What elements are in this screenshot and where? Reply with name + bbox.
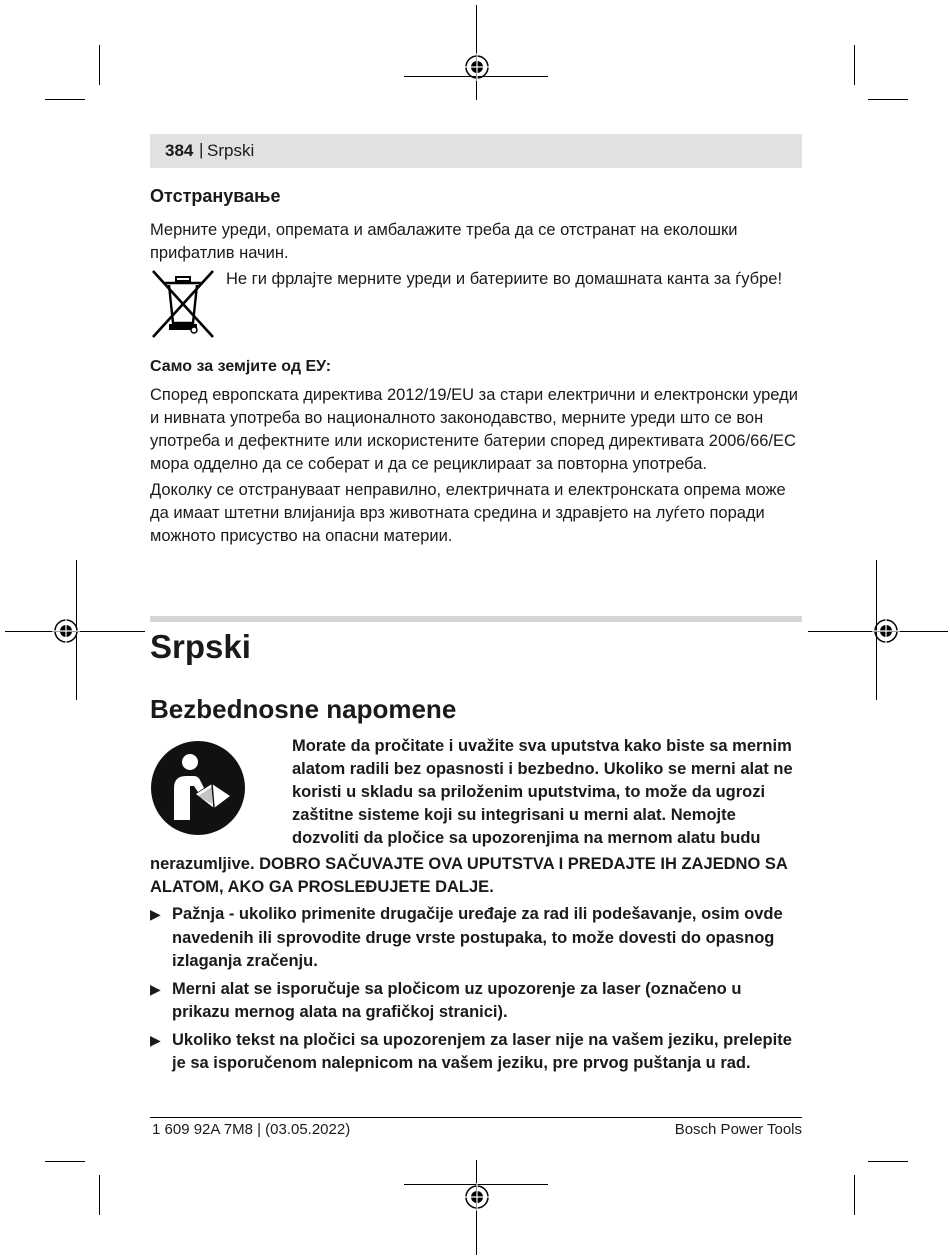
bullet-text: Ukoliko tekst na pločici sa upozorenjem za laser nije na vašem jeziku, prelepite je sa isporučenom nalepnicom na vašem jeziku, pre prvog puštanja u rad. <box>172 1030 792 1072</box>
bullet-text: Pažnja - ukoliko primenite drugačije uređaje za rad ili podešavanje, osim ovde navedenih ili sprovodite druge vrste postupaka, to može dovesti do opasnog izlaganja zračenju. <box>172 905 783 970</box>
page-header <box>150 134 802 168</box>
crop-mark <box>45 1161 85 1162</box>
disposal-section <box>150 186 802 207</box>
footer-divider <box>150 1117 802 1118</box>
list-item <box>150 1029 802 1076</box>
crop-mark <box>45 99 85 100</box>
read-manual-icon <box>150 740 246 836</box>
crop-mark <box>868 99 908 100</box>
crop-mark <box>868 1161 908 1162</box>
header-language: Srpski <box>207 141 255 160</box>
list-item <box>150 978 802 1025</box>
crop-mark <box>854 1175 855 1215</box>
registration-mark-icon <box>463 1183 491 1211</box>
registration-mark-icon <box>52 617 80 645</box>
section-title: Srpski <box>150 628 251 665</box>
page-number: 384 <box>165 141 194 160</box>
footer-doc-id: 1 609 92A 7M8 | (03.05.2022) <box>152 1121 351 1138</box>
disposal-heading: Отстранување <box>150 186 281 206</box>
disposal-intro-block <box>150 219 802 265</box>
safety-intro-block <box>292 735 802 850</box>
bullet-text: Merni alat se isporučuje sa pločicom uz upozorenje za laser (označeno u prikazu mernog alata na grafičkoj stranici). <box>172 979 742 1021</box>
safety-bullet-list <box>150 903 802 1080</box>
safety-intro-line: zaštitne sisteme koji su integrisani u merni alat. Nemojte <box>292 806 736 824</box>
list-item <box>150 903 802 974</box>
bullet-marker-icon: ▶ <box>150 906 161 922</box>
disposal-intro: Мерните уреди, опремата и амбалажите треба да се отстранат на еколошки прифатлив начин. <box>150 221 738 262</box>
registration-mark-icon <box>872 617 900 645</box>
bin-warning: Не ги фрлајте мерните уреди и батериите во домашната канта за ѓубре! <box>226 270 783 288</box>
bin-warning-block <box>226 268 802 291</box>
registration-mark-icon <box>463 53 491 81</box>
section-divider <box>150 616 802 622</box>
eu-text-2: Доколку се отстрануваат неправилно, електричната и електронската опрема може да имаат штетни влијанија врз животната средина и здравјето на луѓето поради можното присуство на опасни материи. <box>150 481 786 545</box>
eu-section <box>150 358 802 376</box>
footer-brand: Bosch Power Tools <box>674 1121 802 1138</box>
eu-text-block-2 <box>150 479 802 548</box>
header-separator: | <box>199 140 204 159</box>
safety-intro-line: Morate da pročitate i uvažite sva uputstva kako biste sa mernim <box>292 737 792 755</box>
safety-intro-cont-block <box>150 853 802 899</box>
safety-intro-line: koristi u skladu sa priloženim uputstvima, to može da ugrozi <box>292 783 766 801</box>
safety-intro-cont: nerazumljive. DOBRO SAČUVAJTE OVA UPUTSTVA I PREDAJTE IH ZAJEDNO SA ALATOM, AKO GA PROSLEĐUJETE DALJE. <box>150 855 788 896</box>
eu-text-block <box>150 384 802 476</box>
eu-heading: Само за земјите од ЕУ: <box>150 358 332 375</box>
crossed-bin-icon <box>150 268 216 340</box>
crop-mark <box>854 45 855 85</box>
bullet-marker-icon: ▶ <box>150 980 161 997</box>
crop-mark <box>99 45 100 85</box>
safety-intro-line: alatom radili bez opasnosti i bezbedno. Ukoliko se merni alat ne <box>292 760 793 778</box>
crop-mark <box>99 1175 100 1215</box>
safety-intro-line: dozvoliti da pločice sa upozorenjima na mernom alatu budu <box>292 829 761 847</box>
safety-heading: Bezbednosne napomene <box>150 694 457 724</box>
bullet-marker-icon: ▶ <box>150 1031 161 1048</box>
eu-text-1: Според европската директива 2012/19/EU за стари електрични и електронски уреди и нивната употреба во националното законодавство, мерните уреди што се вон употреба и дефектните или искористените батерии според директивата 2006/66/ЕС мора одделно да се соберат и да се рециклираат за повторна употреба. <box>150 386 798 473</box>
